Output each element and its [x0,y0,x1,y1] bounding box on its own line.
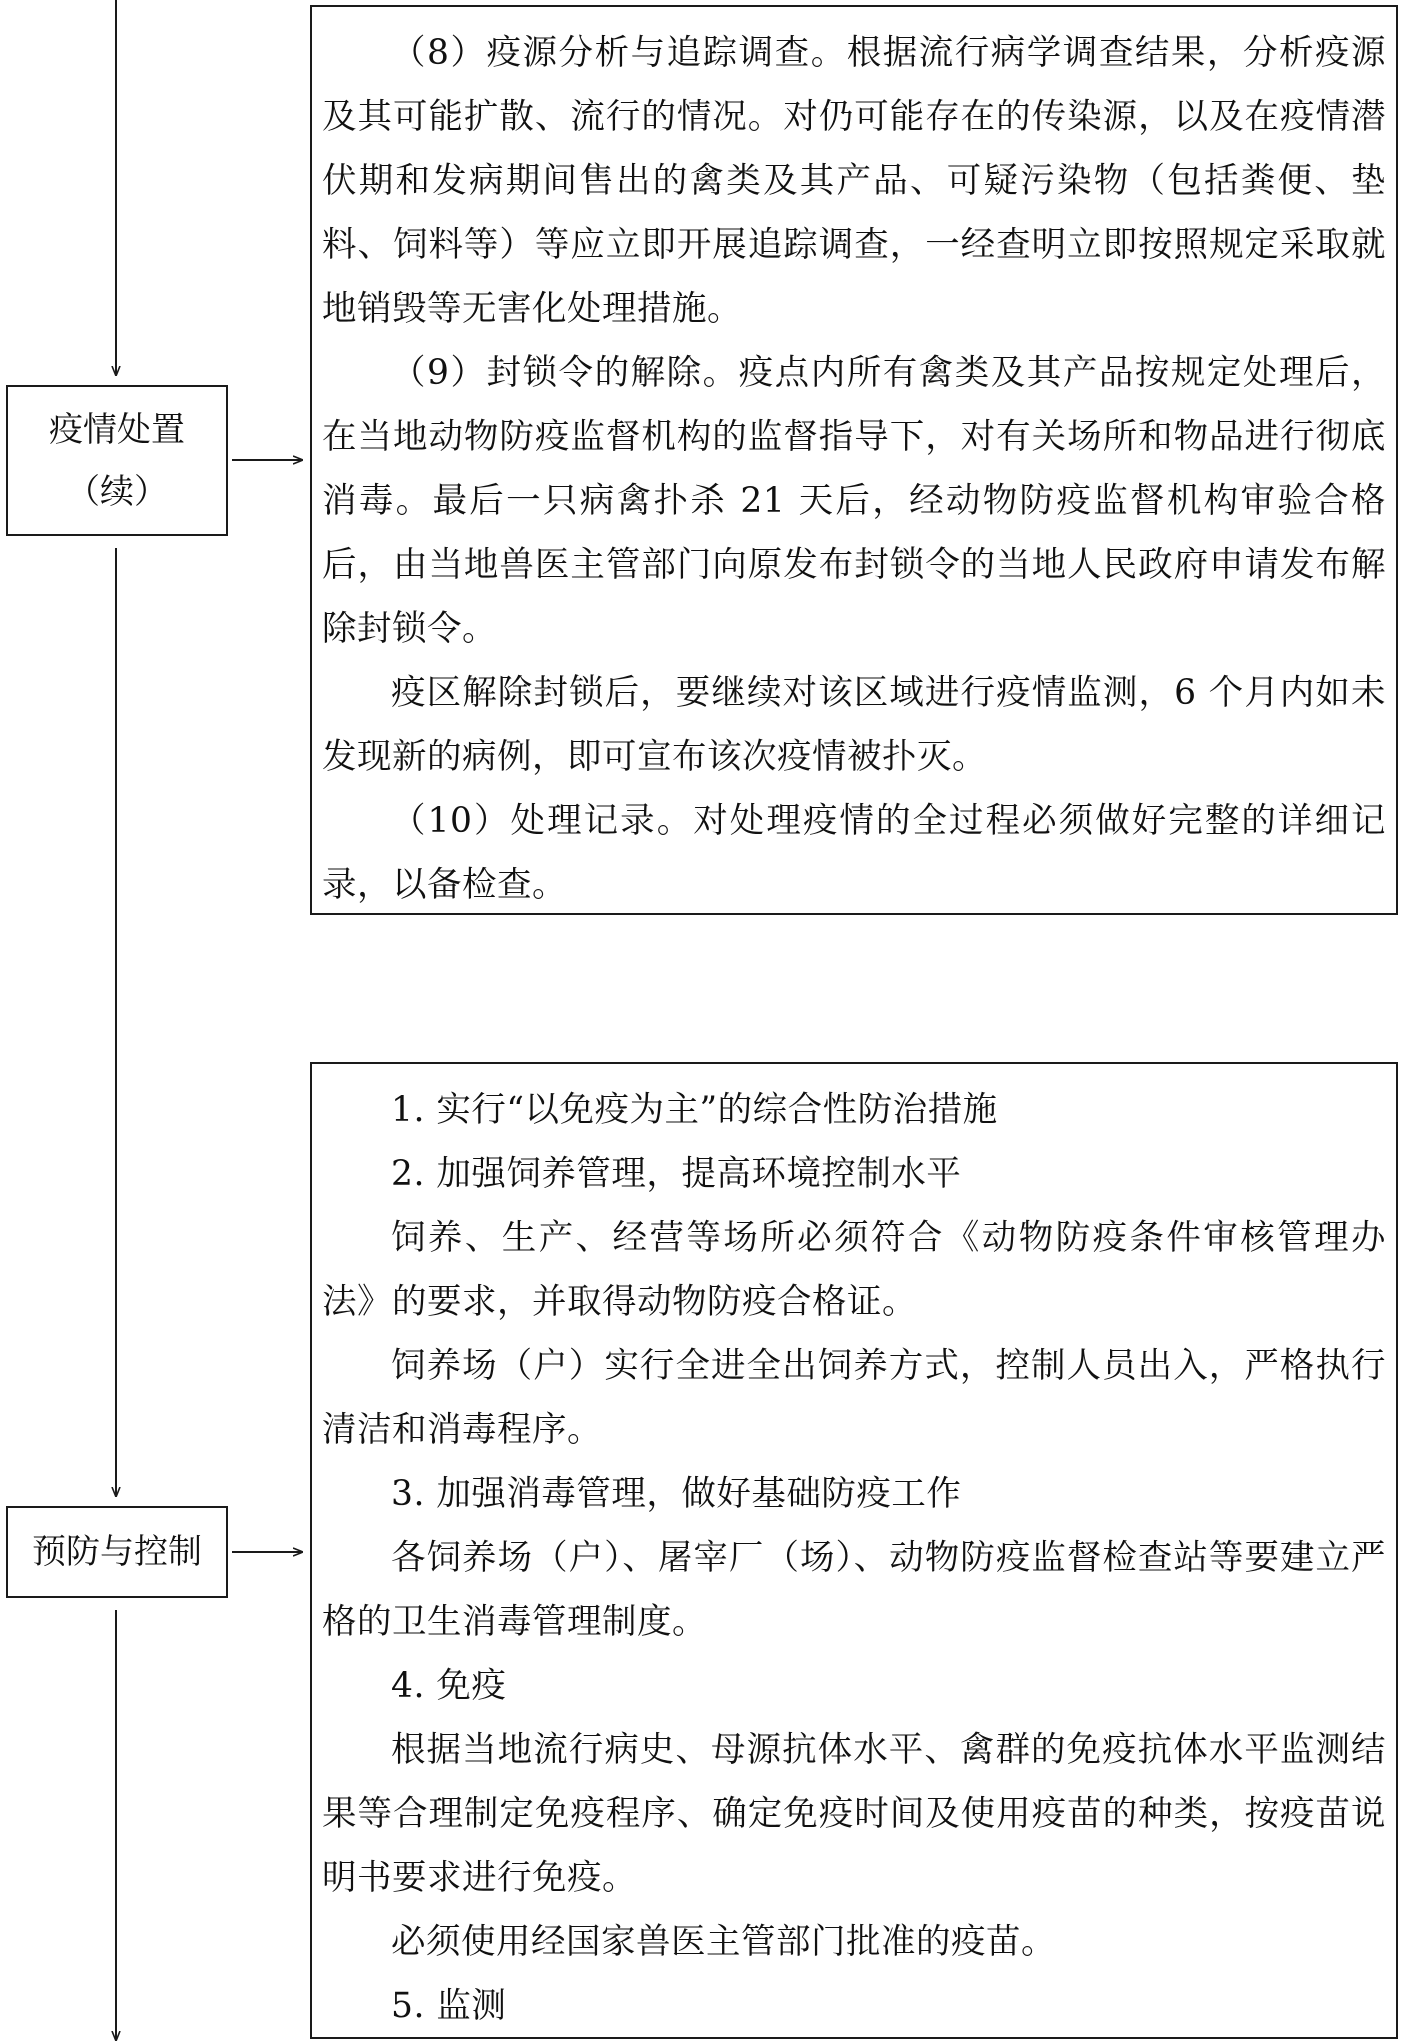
prevention-control-content-box [310,1062,1398,2039]
epidemic-handling-label-box [6,385,228,536]
continued-label: （续） [66,471,168,512]
paragraph-approved-vaccines: 必须使用经国家兽医主管部门批准的疫苗。 [391,1922,1056,1962]
heading-disinfection-management: 3. 加强消毒管理，做好基础防疫工作 [391,1474,962,1514]
prevention-control-label: 预防与控制 [32,1532,202,1572]
paragraph-handling-records: （10）处理记录。对处理疫情的全过程必须做好完整的详细记录，以备检查。 [322,801,1386,905]
paragraph-all-in-all-out: 饲养场（户）实行全进全出饲养方式，控制人员出入，严格执行清洁和消毒程序。 [322,1346,1386,1450]
heading-immunization: 4. 免疫 [391,1666,507,1706]
paragraph-premises-requirements: 饲养、生产、经营等场所必须符合《动物防疫条件审核管理办法》的要求，并取得动物防疫合格证。 [322,1218,1386,1322]
paragraph-post-lockdown-monitoring: 疫区解除封锁后，要继续对该区域进行疫情监测，6 个月内如未发现新的病例，即可宣布该次疫情被扑灭。 [322,673,1386,777]
paragraph-lockdown-lifting: （9）封锁令的解除。疫点内所有禽类及其产品按规定处理后，在当地动物防疫监督机构的监督指导下，对有关场所和物品进行彻底消毒。最后一只病禽扑杀 21 天后，经动物防疫监督机构审验合格后，由当地兽医主管部门向原发布封锁令的当地人民政府申请发布解除封锁令。 [322,353,1386,649]
paragraph-source-tracing: （8）疫源分析与追踪调查。根据流行病学调查结果，分析疫源及其可能扩散、流行的情况。对仍可能存在的传染源，以及在疫情潜伏期和发病期间售出的禽类及其产品、可疑污染物（包括粪便、垫料、饲料等）等应立即开展追踪调查，一经查明立即按照规定采取就地销毁等无害化处理措施。 [322,33,1386,329]
epidemic-handling-label: 疫情处置 [49,409,185,450]
paragraph-immunization-program: 根据当地流行病史、母源抗体水平、禽群的免疫抗体水平监测结果等合理制定免疫程序、确定免疫时间及使用疫苗的种类，按疫苗说明书要求进行免疫。 [322,1730,1386,1898]
heading-monitoring: 5. 监测 [391,1986,507,2026]
prevention-control-label-box [6,1506,228,1598]
paragraph-disinfection-system: 各饲养场（户）、屠宰厂（场）、动物防疫监督检查站等要建立严格的卫生消毒管理制度。 [322,1538,1386,1642]
heading-feeding-management: 2. 加强饲养管理，提高环境控制水平 [391,1154,962,1194]
heading-immunization-first: 1. 实行“以免疫为主”的综合性防治措施 [391,1090,998,1130]
epidemic-handling-content-box [310,5,1398,915]
